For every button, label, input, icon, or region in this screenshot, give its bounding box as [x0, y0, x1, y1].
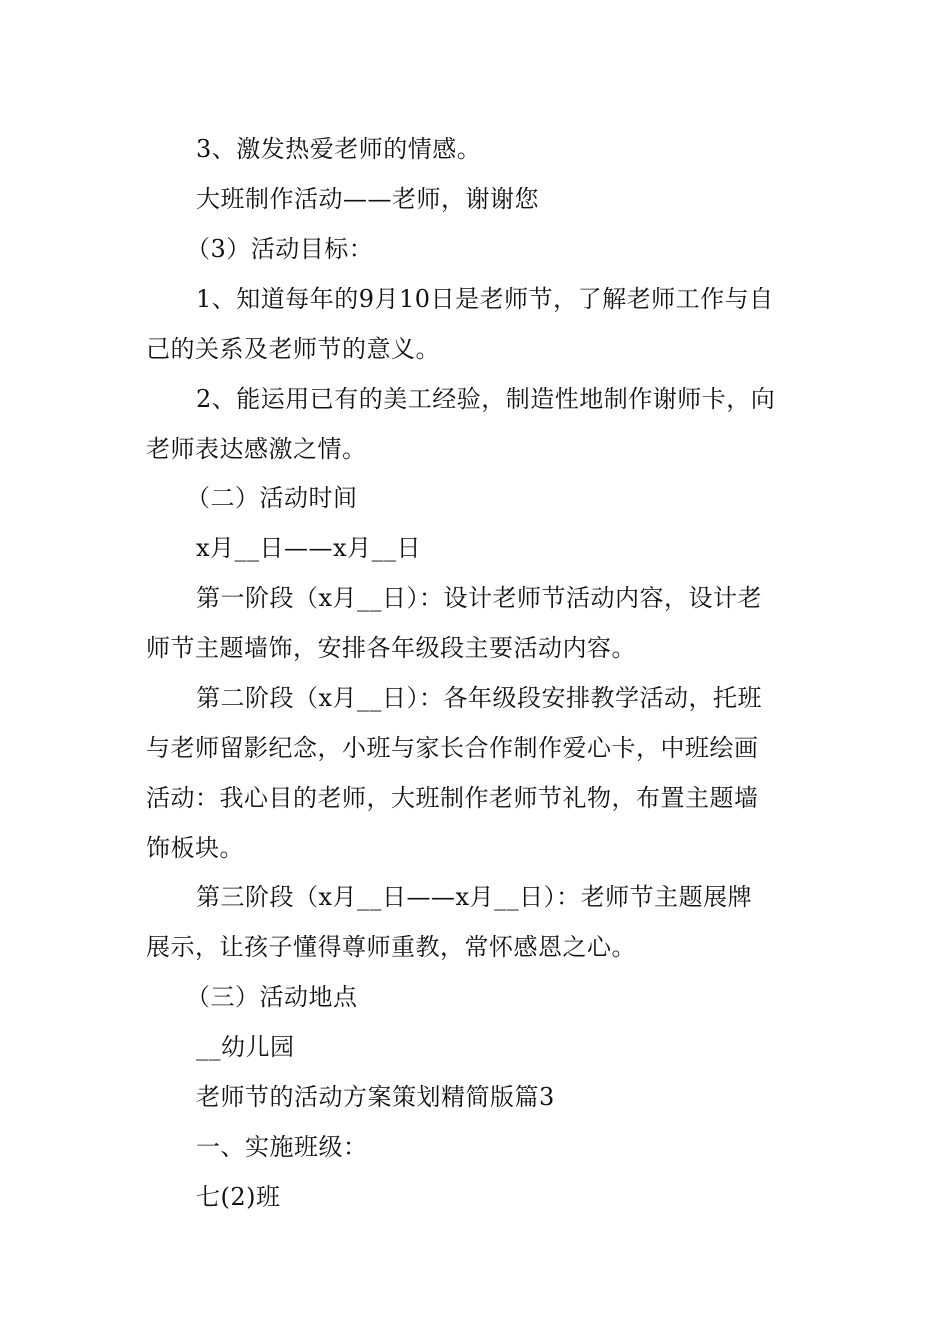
section-heading: 一、实施班级：	[196, 1133, 368, 1161]
text-line: x月__日——x月__日	[196, 534, 422, 562]
text-line: 老师表达感激之情。	[146, 435, 367, 463]
text-line: __幼儿园	[196, 1033, 295, 1061]
text-line: 与老师留影纪念，小班与家长合作制作爱心卡，中班绘画	[146, 734, 759, 762]
text-line: 1、知道每年的9月10日是老师节，了解老师工作与自	[196, 285, 774, 313]
section-heading: （二）活动时间	[186, 484, 358, 512]
text-line: 第二阶段（x月__日）：各年级段安排教学活动，托班	[196, 684, 763, 712]
section-heading: （3）活动目标：	[186, 235, 374, 263]
text-line: 第一阶段（x月__日）：设计老师节活动内容，设计老	[196, 584, 763, 612]
text-line: 活动：我心目的老师，大班制作老师节礼物，布置主题墙	[146, 784, 759, 812]
article-title: 老师节的活动方案策划精简版篇3	[196, 1083, 555, 1111]
text-line: 3、激发热爱老师的情感。	[196, 135, 482, 163]
text-line: 师节主题墙饰，安排各年级段主要活动内容。	[146, 634, 636, 662]
section-heading: （三）活动地点	[186, 983, 358, 1011]
text-line: 第三阶段（x月__日——x月__日）：老师节主题展牌	[196, 883, 753, 911]
text-line: 大班制作活动——老师，谢谢您	[196, 185, 539, 213]
text-line: 2、能运用已有的美工经验，制造性地制作谢师卡，向	[196, 385, 776, 413]
text-line: 己的关系及老师节的意义。	[146, 335, 440, 363]
text-line: 饰板块。	[146, 834, 244, 862]
text-line: 七(2)班	[196, 1183, 281, 1211]
text-line: 展示，让孩子懂得尊师重教，常怀感恩之心。	[146, 933, 636, 961]
